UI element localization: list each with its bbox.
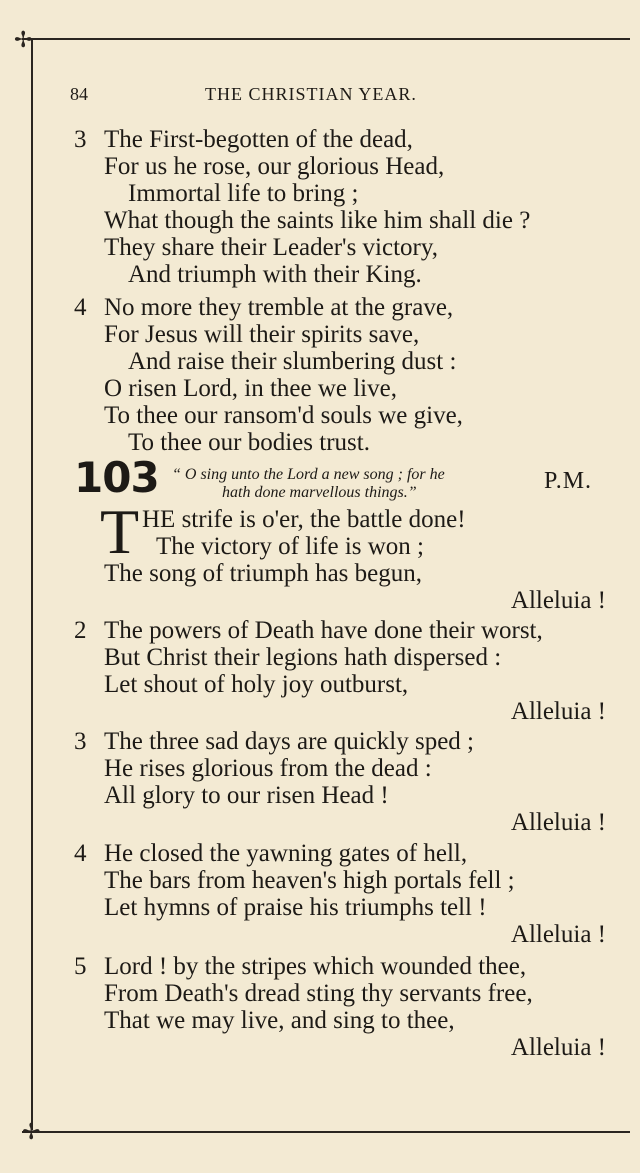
verse-line: And raise their slumbering dust : — [128, 348, 457, 375]
verse-line: What though the saints like him shall die ? — [104, 207, 531, 234]
verse-line: He rises glorious from the dead : — [104, 755, 432, 782]
bottom-border-rule — [22, 1131, 630, 1133]
verse-line: From Death's dread sting thy servants free, — [104, 980, 533, 1007]
top-border-rule — [22, 38, 630, 40]
verse-line: They share their Leader's victory, — [104, 234, 438, 261]
drop-cap: T — [100, 496, 140, 567]
page-number: 84 — [70, 84, 88, 104]
verse-line: HE strife is o'er, the battle done! — [142, 506, 466, 533]
hymn-meter: P.M. — [544, 468, 593, 494]
verse-line: Lord ! by the stripes which wounded thee, — [104, 953, 527, 980]
verse-line: Immortal life to bring ; — [128, 180, 359, 207]
verse-line: That we may live, and sing to thee, — [104, 1007, 455, 1034]
verse-line: For us he rose, our glorious Head, — [104, 153, 445, 180]
verse-line: The three sad days are quickly sped ; — [104, 728, 475, 755]
epigraph-line: “ O sing unto the Lord a new song ; for he — [172, 466, 445, 483]
epigraph-line: hath done marvellous things.” — [222, 484, 417, 501]
stanza-number: 3 — [74, 126, 87, 153]
stanza-number: 4 — [74, 294, 87, 321]
verse-line: For Jesus will their spirits save, — [104, 321, 420, 348]
refrain: Alleluia ! — [510, 698, 606, 725]
verse-line: The powers of Death have done their worst, — [104, 617, 543, 644]
refrain: Alleluia ! — [510, 921, 606, 948]
hymn-number: 103 — [74, 453, 159, 502]
left-border-rule — [31, 38, 33, 1130]
verse-line: He closed the yawning gates of hell, — [104, 840, 468, 867]
verse-line: No more they tremble at the grave, — [104, 294, 454, 321]
stanza-number: 5 — [74, 953, 87, 980]
running-title: THE CHRISTIAN YEAR. — [205, 84, 417, 104]
verse-line: To thee our ransom'd souls we give, — [104, 402, 463, 429]
refrain: Alleluia ! — [510, 1034, 606, 1061]
verse-line: O risen Lord, in thee we live, — [104, 375, 397, 402]
refrain: Alleluia ! — [510, 809, 606, 836]
verse-line: The victory of life is won ; — [156, 533, 424, 560]
top-corner-ornament-icon: ✢ — [14, 28, 33, 53]
verse-line: The bars from heaven's high portals fell ; — [104, 867, 515, 894]
refrain: Alleluia ! — [510, 587, 606, 614]
verse-line: The First-begotten of the dead, — [104, 126, 413, 153]
stanza-number: 3 — [74, 728, 87, 755]
stanza-number: 2 — [74, 617, 87, 644]
stanza-number: 4 — [74, 840, 87, 867]
verse-line: All glory to our risen Head ! — [104, 782, 389, 809]
verse-line: Let shout of holy joy outburst, — [104, 671, 409, 698]
verse-line: But Christ their legions hath dispersed : — [104, 644, 502, 671]
running-header — [70, 84, 540, 108]
verse-line: The song of triumph has begun, — [104, 560, 423, 587]
bottom-corner-ornament-icon: ✢ — [22, 1120, 41, 1145]
verse-line: To thee our bodies trust. — [128, 429, 370, 456]
verse-line: And triumph with their King. — [128, 261, 422, 288]
verse-line: Let hymns of praise his triumphs tell ! — [104, 894, 487, 921]
